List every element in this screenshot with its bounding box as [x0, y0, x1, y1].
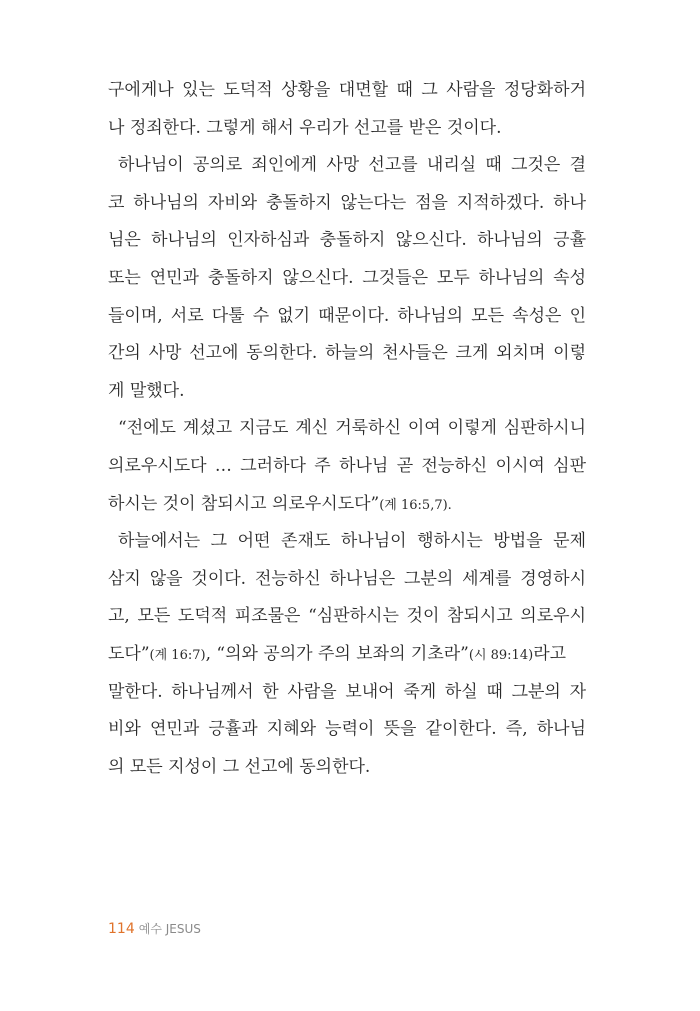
- page-footer: [108, 918, 201, 937]
- paragraph-start-line: 하늘에서는 그 어떤 존재도 하나님이 행하시는 방법을 문제: [118, 531, 586, 552]
- scripture-reference: (계 16:7): [149, 647, 206, 663]
- paragraph-start-line: 하나님이 공의로 죄인에게 사망 선고를 내리실 때 그것은 결: [118, 155, 586, 176]
- text-line: 고, 모든 도덕적 피조물은 “심판하시는 것이 참되시고 의로우시: [108, 606, 586, 627]
- quote-text: 하시는 것이 참되시고 의로우시도다”: [108, 493, 380, 514]
- scripture-reference: (시 89:14): [468, 647, 534, 663]
- page-number: 114: [108, 921, 135, 937]
- text-line: 구에게나 있는 도덕적 상황을 대면할 때 그 사람을 정당화하거: [108, 80, 586, 100]
- body-text: [108, 72, 586, 786]
- text-line: 게 말했다.: [108, 380, 185, 401]
- text-line: [108, 486, 586, 524]
- text-line: 또는 연민과 충돌하지 않으신다. 그것들은 모두 하나님의 속성: [108, 267, 586, 288]
- text-line: 비와 연민과 긍휼과 지혜와 능력이 뜻을 같이한다. 즉, 하나님: [108, 719, 586, 740]
- text-line: 말한다. 하나님께서 한 사람을 보내어 죽게 하실 때 그분의 자: [108, 681, 586, 702]
- text-segment: , “의와 공의가 주의 보좌의 기초라”: [205, 643, 469, 664]
- text-line: 들이며, 서로 다툴 수 없기 때문이다. 하나님의 모든 속성은 인: [108, 305, 586, 326]
- text-line: [108, 636, 586, 674]
- text-line: 나 정죄한다. 그렇게 해서 우리가 선고를 받은 것이다.: [108, 117, 502, 138]
- scripture-reference: (계 16:5,7).: [379, 497, 452, 513]
- text-line: 의로우시도다 … 그러하다 주 하나님 곧 전능하신 이시여 심판: [108, 455, 586, 476]
- text-line: 코 하나님의 자비와 충돌하지 않는다는 점을 지적하겠다. 하나: [108, 192, 586, 213]
- text-line: 님은 하나님의 인자하심과 충돌하지 않으신다. 하나님의 긍휼: [108, 230, 586, 251]
- text-line: 의 모든 지성이 그 선고에 동의한다.: [108, 756, 371, 777]
- text-segment: 라고: [533, 643, 567, 664]
- text-segment: 도다”: [108, 643, 150, 664]
- quotation-start-line: “전에도 계셨고 지금도 계신 거룩하신 이여 이렇게 심판하시니: [118, 418, 586, 439]
- text-line: 간의 사망 선고에 동의한다. 하늘의 천사들은 크게 외치며 이렇: [108, 343, 586, 364]
- text-line: 삼지 않을 것이다. 전능하신 하나님은 그분의 세계를 경영하시: [108, 568, 586, 589]
- running-title: 예수 JESUS: [138, 922, 201, 936]
